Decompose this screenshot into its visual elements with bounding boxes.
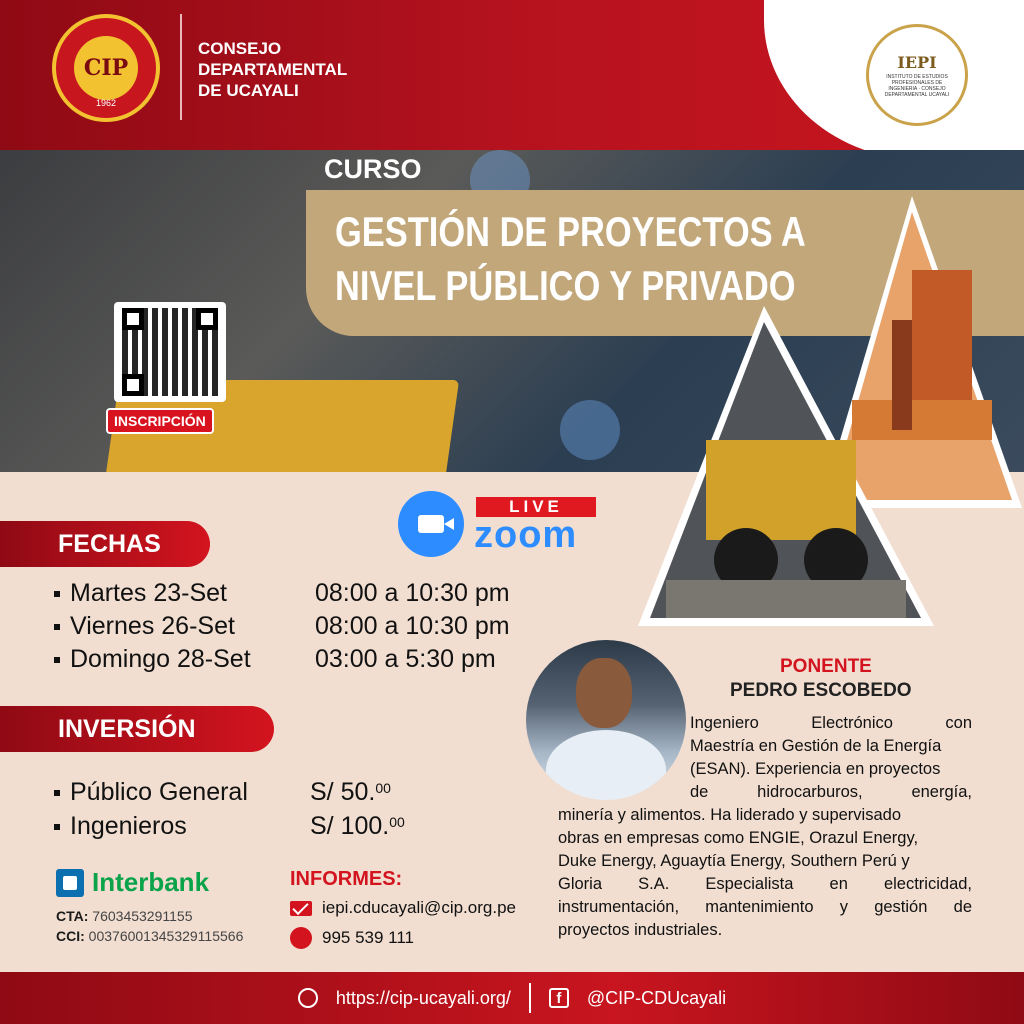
qr-finder bbox=[196, 308, 218, 330]
qr-finder bbox=[122, 308, 144, 330]
price-amount: S/ 100. bbox=[310, 812, 390, 840]
fecha-time: 08:00 a 10:30 pm bbox=[315, 579, 510, 607]
contact-email[interactable] bbox=[290, 898, 516, 918]
contact-phone[interactable] bbox=[290, 927, 414, 949]
fecha-day: Domingo 28-Set bbox=[70, 645, 251, 673]
council-line-1: CONSEJO bbox=[198, 39, 282, 58]
account-cta bbox=[56, 908, 192, 924]
price-row bbox=[54, 812, 405, 841]
bio-line: Gloria S.A. Especialista en electricidad, bbox=[558, 875, 972, 893]
email-text[interactable]: iepi.cducayali@cip.org.pe bbox=[322, 898, 516, 917]
course-title-line-2: NIVEL PÚBLICO Y PRIVADO bbox=[335, 262, 796, 309]
cta-label: CTA: bbox=[56, 908, 89, 924]
informes-heading: INFORMES: bbox=[290, 868, 403, 890]
bio-line: Ingeniero Electrónico con bbox=[690, 714, 972, 732]
bio-line: Maestría en Gestión de la Energía bbox=[690, 737, 942, 755]
fecha-time: 03:00 a 5:30 pm bbox=[315, 645, 496, 673]
speaker-name: PEDRO ESCOBEDO bbox=[730, 680, 912, 701]
council-line-3: DE UCAYALI bbox=[198, 81, 299, 100]
price-amount: S/ 50. bbox=[310, 778, 376, 806]
bio-line: minería y alimentos. Ha liderado y supervisado bbox=[558, 806, 901, 824]
qr-code[interactable] bbox=[114, 302, 226, 402]
live-badge: LIVE bbox=[476, 497, 596, 517]
fecha-row bbox=[54, 645, 496, 674]
account-cci bbox=[56, 928, 243, 944]
fechas-heading: FECHAS bbox=[0, 521, 210, 567]
speaker-role: PONENTE bbox=[780, 656, 872, 677]
cip-seal-logo bbox=[52, 14, 160, 122]
cip-seal-emblem: CIP bbox=[74, 36, 138, 100]
fecha-day: Martes 23-Set bbox=[70, 579, 228, 607]
qr-finder bbox=[122, 374, 144, 396]
course-kind: CURSO bbox=[324, 154, 422, 184]
course-title-line-1: GESTIÓN DE PROYECTOS A bbox=[335, 208, 806, 255]
speaker-bio-top bbox=[690, 712, 972, 804]
council-name bbox=[198, 38, 347, 101]
footer-bar bbox=[0, 972, 1024, 1024]
fecha-time: 08:00 a 10:30 pm bbox=[315, 612, 510, 640]
fecha-day: Viernes 26-Set bbox=[70, 612, 235, 640]
bank-name: Interbank bbox=[92, 867, 210, 897]
council-line-2: DEPARTAMENTAL bbox=[198, 60, 348, 79]
inversion-heading: INVERSIÓN bbox=[0, 706, 274, 752]
header-divider bbox=[180, 14, 182, 120]
bio-line: obras en empresas como ENGIE, Orazul Energy, bbox=[558, 829, 919, 847]
iepi-logo-subtitle: INSTITUTO DE ESTUDIOS PROFESIONALES DE INGENIERIA · CONSEJO DEPARTAMENTAL UCAYALI bbox=[884, 74, 950, 98]
whatsapp-icon bbox=[290, 927, 312, 949]
excavator-triangle-image bbox=[636, 300, 936, 630]
bio-line: Duke Energy, Aguaytía Energy, Southern Perú y bbox=[558, 852, 910, 870]
bio-line: de hidrocarburos, energía, bbox=[690, 783, 972, 801]
phone-text[interactable]: 995 539 111 bbox=[322, 928, 415, 947]
iepi-logo bbox=[866, 24, 968, 126]
inscription-label[interactable]: INSCRIPCIÓN bbox=[106, 408, 214, 434]
bio-line: (ESAN). Experiencia en proyectos bbox=[690, 760, 941, 778]
facebook-handle[interactable]: @CIP-CDUcayali bbox=[586, 987, 727, 1008]
price-label: Ingenieros bbox=[70, 812, 187, 840]
price-cents: 00 bbox=[375, 780, 391, 796]
fecha-row bbox=[54, 579, 510, 608]
iepi-logo-text: IEPI bbox=[897, 53, 937, 72]
seal-year: 1962 bbox=[95, 98, 117, 108]
zoom-wordmark: zoom bbox=[474, 514, 578, 556]
cta-number: 7603453291155 bbox=[92, 908, 193, 924]
price-cents: 00 bbox=[389, 814, 405, 830]
globe-icon bbox=[298, 988, 318, 1008]
fecha-row bbox=[54, 612, 510, 641]
zoom-camera-icon bbox=[398, 491, 464, 557]
cci-number: 00376001345329115566 bbox=[88, 928, 244, 944]
interbank-logo-icon bbox=[56, 869, 84, 897]
facebook-icon: f bbox=[549, 988, 569, 1008]
price-label: Público General bbox=[70, 778, 248, 806]
cci-label: CCI: bbox=[56, 928, 85, 944]
network-glow bbox=[560, 400, 620, 460]
mail-icon bbox=[290, 901, 312, 916]
speaker-bio-bottom bbox=[558, 804, 972, 942]
price-row bbox=[54, 778, 391, 807]
speaker-photo bbox=[526, 640, 686, 800]
bio-line: proyectos industriales. bbox=[558, 921, 723, 939]
bio-line: instrumentación, mantenimiento y gestión de bbox=[558, 898, 972, 916]
footer-divider bbox=[529, 983, 531, 1013]
website-link[interactable]: https://cip-ucayali.org/ bbox=[335, 987, 511, 1008]
